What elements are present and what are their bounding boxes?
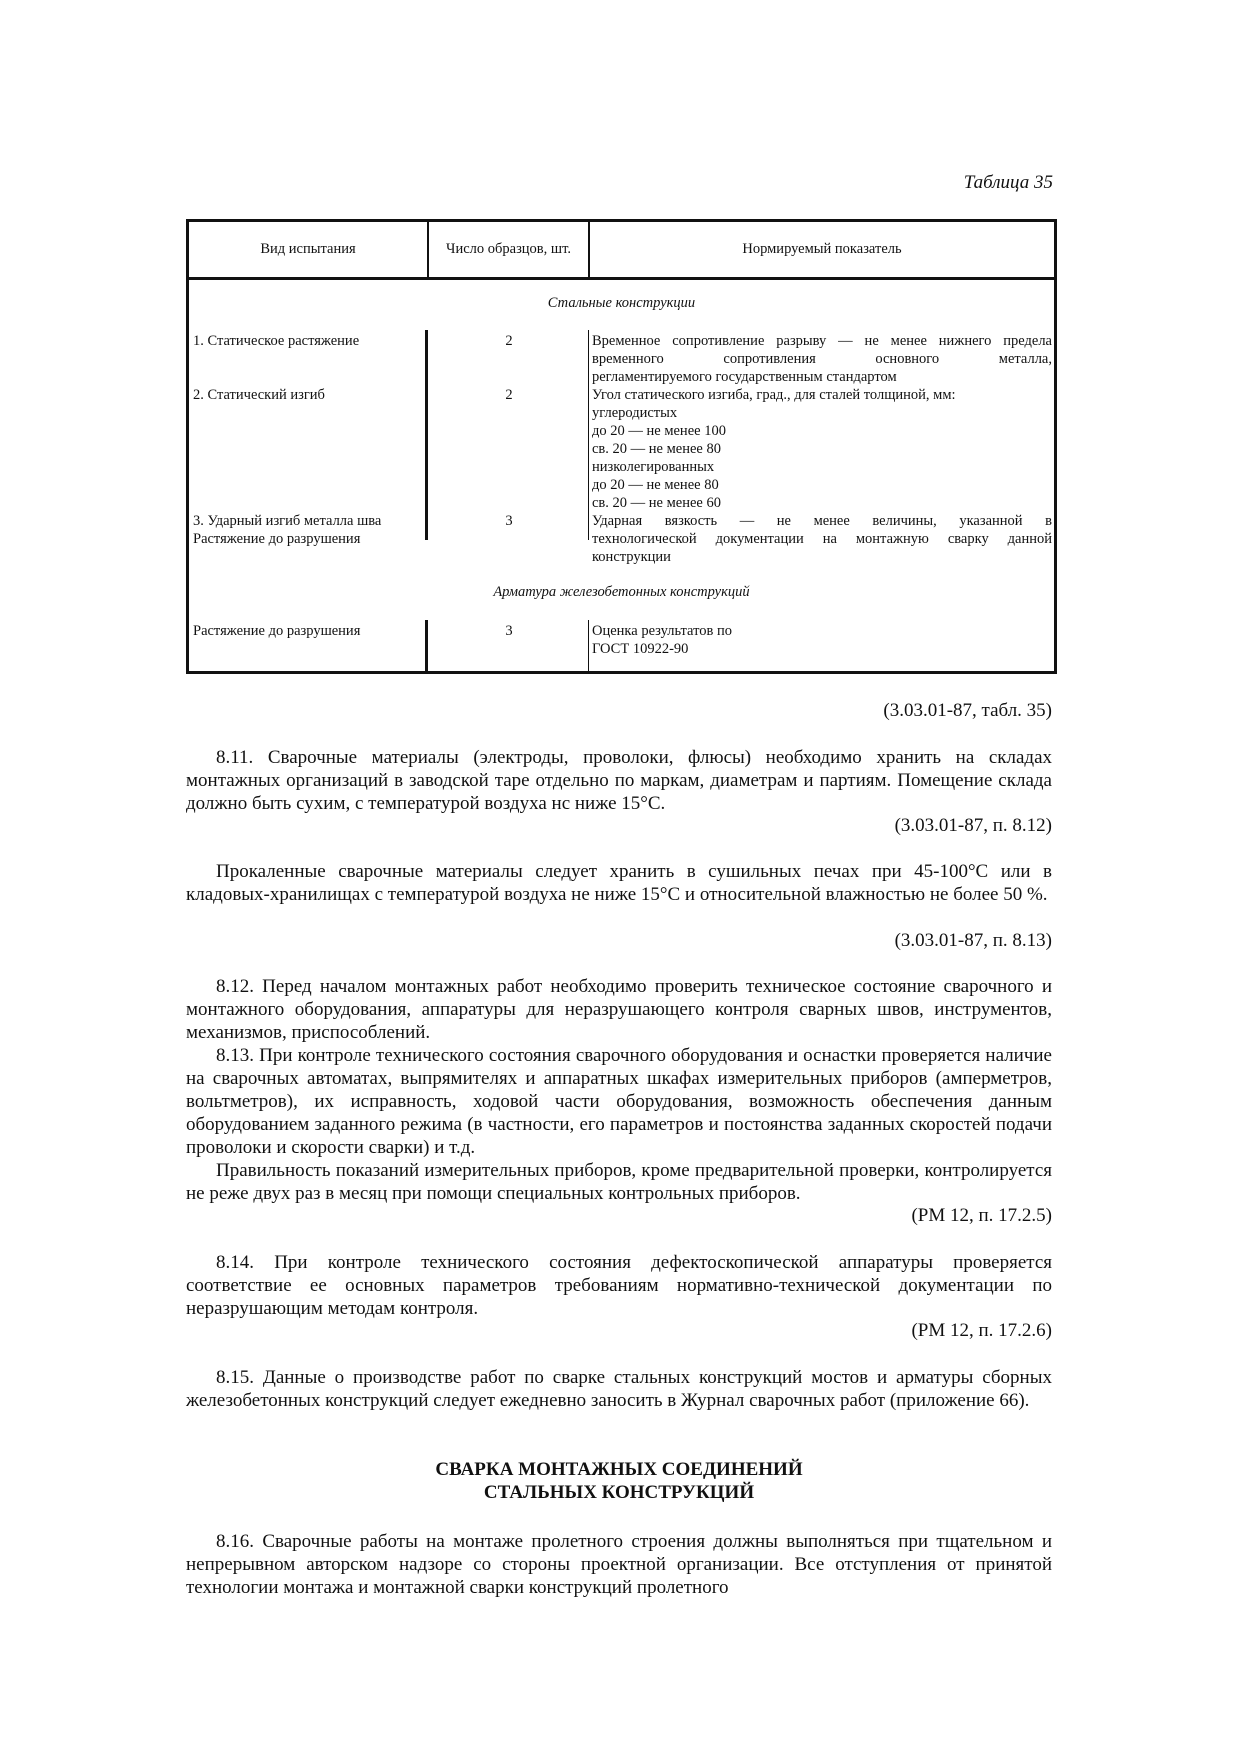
source-reference: (3.03.01-87, п. 8.12) [894,815,1052,836]
table-row-test: 3. Ударный изгиб металла шва Растяжение до разрушения [193,513,382,547]
section-title-rebar: Арматура железобетонных конструкций [493,584,750,600]
column-divider [588,330,589,540]
paragraph-8-13: 8.13. При контроле технического состояния сварочного оборудования и оснастки проверяется наличие на сварочных автоматах, выпрямителях и аппаратных шкафах измерительных приборов (амперметров, вольтметров), их исправность, ходовой части оборудования, возможность обеспечения данным оборудованием заданного режима (в частности, его параметров и постоянства заданных скоростей подачи проволоки и скорости сварки) и т.д. [186,1045,1052,1158]
header-norm-indicator: Нормируемый показатель [742,241,902,257]
table-header-row [189,222,1054,280]
table-row-norm: Оценка результатов по ГОСТ 10922-90 [592,623,732,657]
table-row-norm: Временное сопротивление разрыву — не менее нижнего предела временного сопротивления основного металла, регламентируемого государственным стандартом [592,333,1052,385]
paragraph-8-14: 8.14. При контроле технического состояния дефектоскопической аппаратуры проверяется соответствие ее основных параметров требованиям нормативно-технической документации по неразрушающим методам контроля. [186,1252,1052,1319]
table-row-count: 2 [505,333,513,349]
source-reference: (3.03.01-87, п. 8.13) [894,930,1052,951]
source-reference: (РМ 12, п. 17.2.5) [911,1205,1052,1226]
table-row-count: 3 [505,623,513,639]
table-row-norm: Угол статического изгиба, град., для сталей толщиной, мм: углеродистых до 20 — не менее 100 св. 20 — не менее 80 низколегированных до 20 — не менее 80 св. 20 — не менее 60 [592,387,956,511]
paragraph-8-11-continued: Прокаленные сварочные материалы следует хранить в сушильных печах при 45-100°С или в кладовых-хранилищах с температурой воздуха не ниже 15°С и относительной влажностью не более 50 %. [186,861,1052,905]
paragraph-8-16: 8.16. Сварочные работы на монтаже пролетного строения должны выполняться при тщательном и непрерывном авторском надзоре со стороны проектной организации. Все отступления от принятой технологии монтажа и монтажной сварки конструкций пролетного [186,1531,1052,1598]
section-heading: СВАРКА МОНТАЖНЫХ СОЕДИНЕНИЙ СТАЛЬНЫХ КОНСТРУКЦИЙ [435,1459,803,1503]
paragraph-8-11: 8.11. Сварочные материалы (электроды, проволоки, флюсы) необходимо хранить на складах монтажных организаций в заводской таре отдельно по маркам, диаметрам и партиям. Помещение склада должно быть сухим, с температурой воздуха нс ниже 15°С. [186,747,1052,814]
paragraph-8-12: 8.12. Перед началом монтажных работ необходимо проверить техническое состояние сварочного и монтажного оборудования, аппаратуры для неразрушающего контроля сварных швов, инструментов, механизмов, приспособлений. [186,976,1052,1043]
table-row-count: 2 [505,387,513,403]
section-title-steel: Стальные конструкции [547,295,696,311]
table-row-count: 3 [505,513,513,529]
table-row-test: Растяжение до разрушения [193,623,361,639]
column-divider [425,620,428,674]
paragraph-8-15: 8.15. Данные о производстве работ по сварке стальных конструкций мостов и арматуры сборных железобетонных конструкций следует ежедневно заносить в Журнал сварочных работ (приложение 66). [186,1367,1052,1411]
paragraph-8-13-continued: Правильность показаний измерительных приборов, кроме предварительной проверки, контролируется не реже двух раз в месяц при помощи специальных контрольных приборов. [186,1160,1052,1204]
header-test-type: Вид испытания [189,222,429,277]
table-row-norm: Ударная вязкость — не менее величины, указанной в технологической документации на монтажную сварку данной конструкции [592,513,1052,565]
table-row-test: 1. Статическое растяжение [193,333,360,349]
source-reference: (3.03.01-87, табл. 35) [883,700,1052,721]
header-sample-count: Число образцов, шт. [429,222,590,277]
table-row-test: 2. Статический изгиб [193,387,325,403]
column-divider [425,330,428,540]
source-reference: (РМ 12, п. 17.2.6) [911,1320,1052,1341]
table-caption: Таблица 35 [963,172,1053,193]
test-requirements-table [186,219,1057,674]
